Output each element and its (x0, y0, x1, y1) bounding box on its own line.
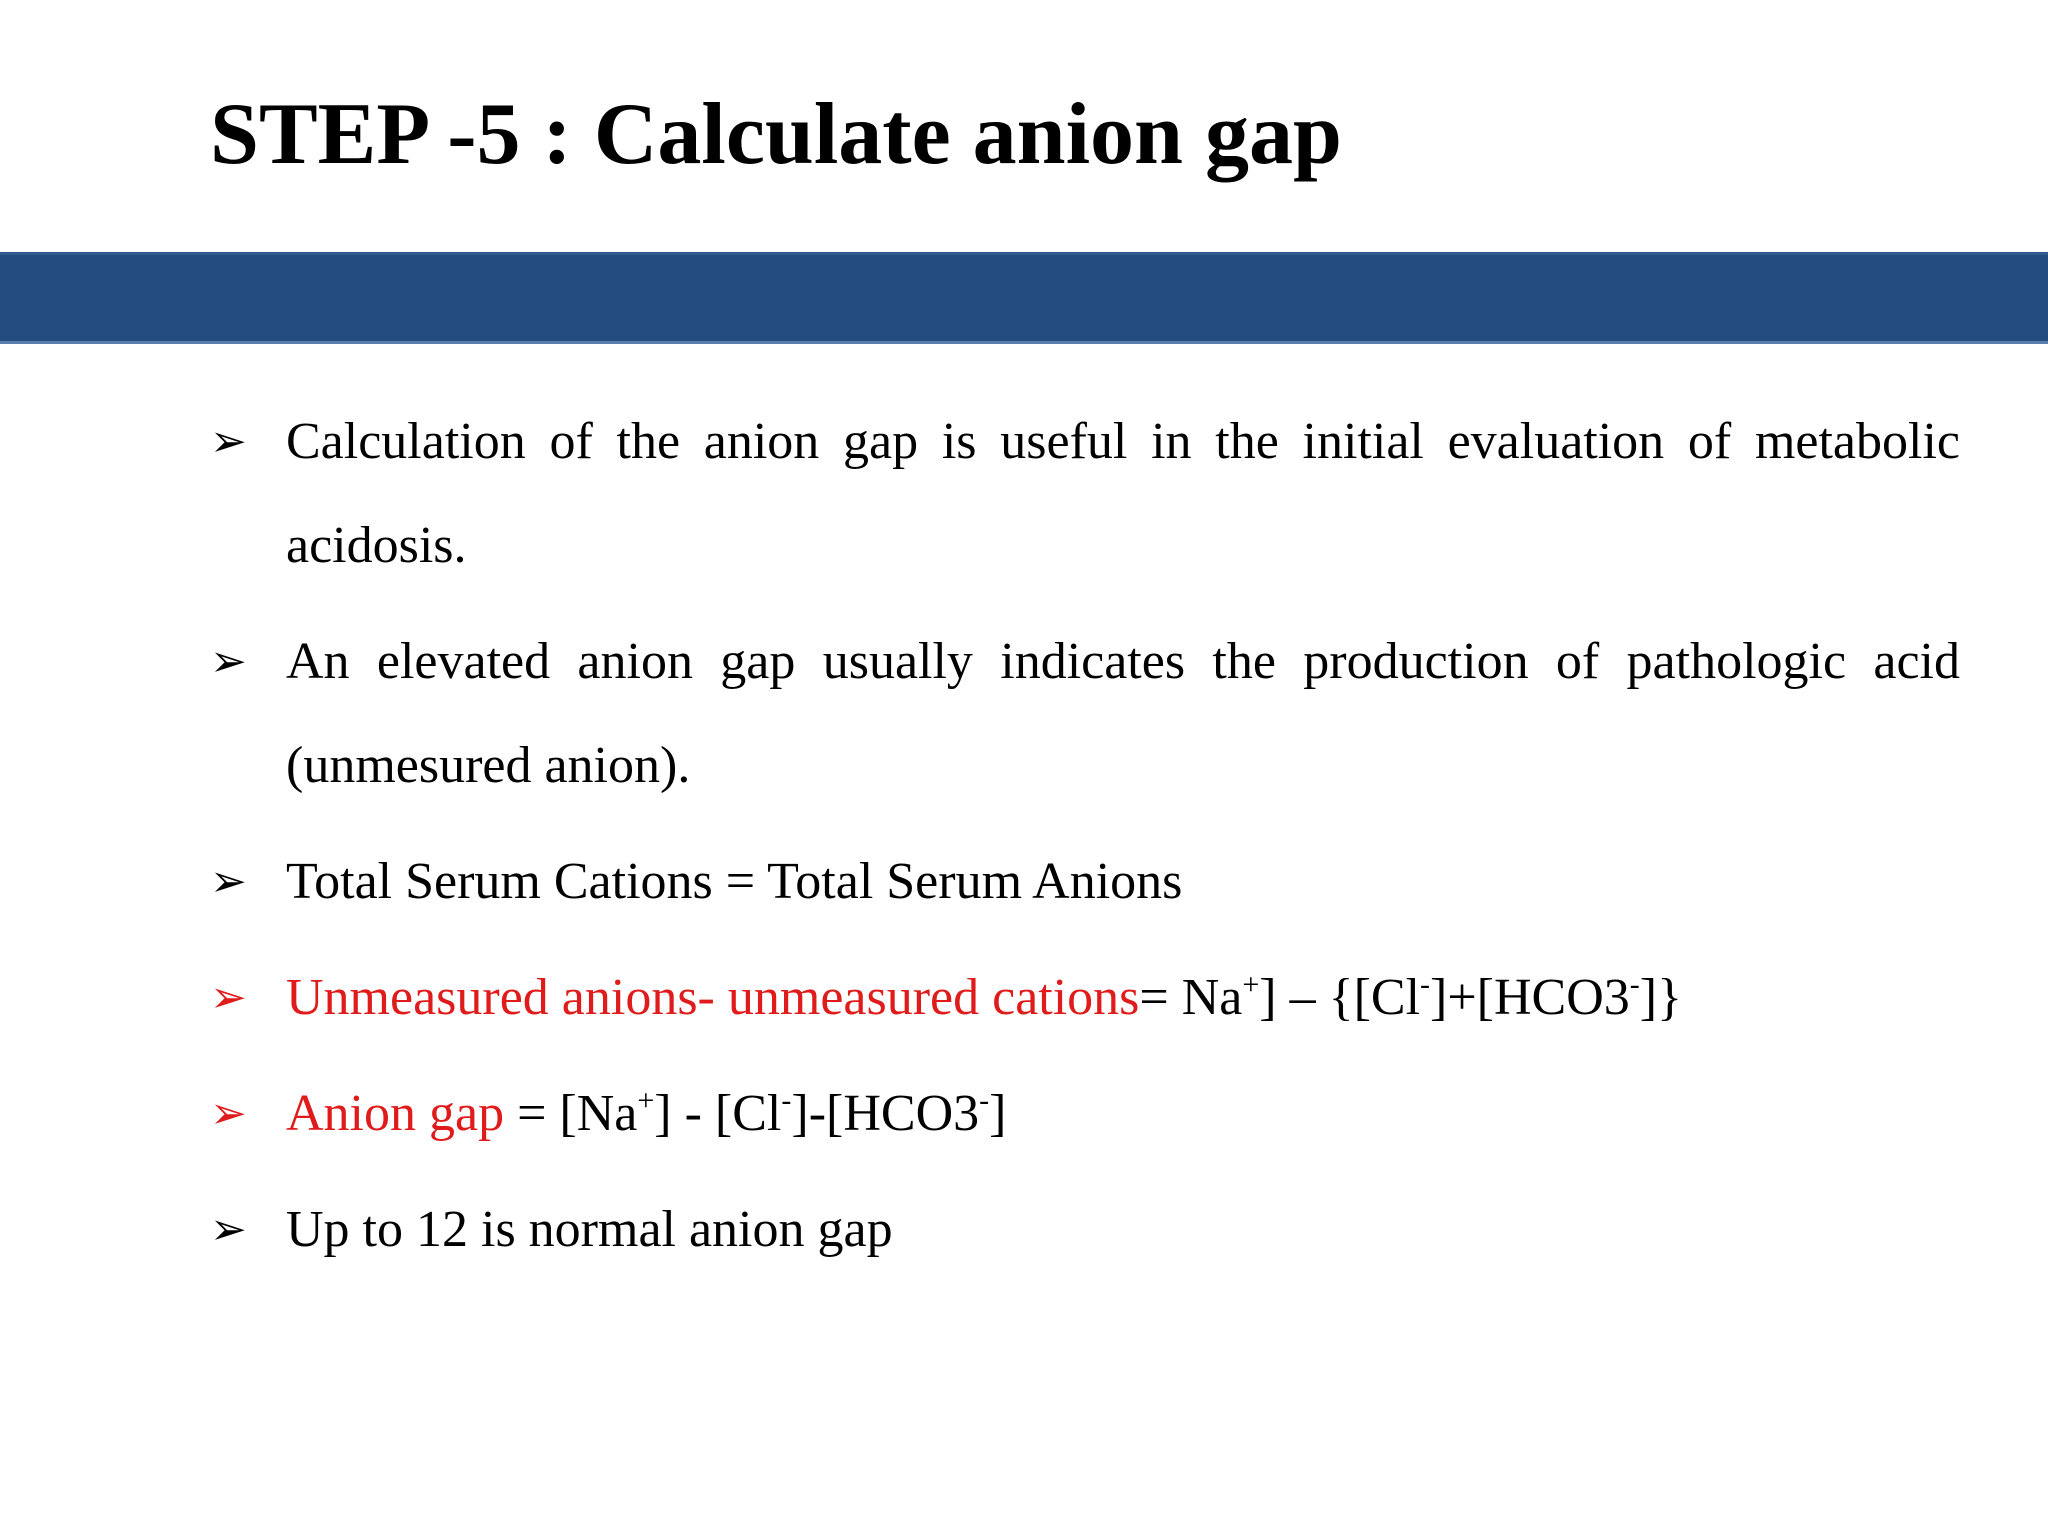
formula-part: ]+[HCO3 (1430, 969, 1630, 1026)
arrowhead-bullet-icon: ➢ (210, 856, 247, 907)
formula-part: ] – {[Cl (1259, 969, 1421, 1026)
bullet-item (210, 390, 1960, 598)
formula-superscript: + (1242, 968, 1260, 1001)
bullet-text: An elevated anion gap usually indicates the production of pathologic acid (unmesured anion). (286, 633, 1960, 794)
arrowhead-bullet-icon: ➢ (210, 636, 247, 687)
arrowhead-bullet-icon: ➢ (210, 1088, 247, 1139)
formula-line (286, 1085, 1006, 1142)
bullet-text: Calculation of the anion gap is useful in the initial evaluation of metabolic acidosis. (286, 413, 1960, 574)
formula-part: = Na (1139, 969, 1243, 1026)
formula-part: ]} (1639, 969, 1683, 1026)
formula-superscript: - (1420, 968, 1431, 1001)
formula-label: Anion gap (286, 1085, 505, 1142)
slide-title: STEP -5 : Calculate anion gap (210, 86, 1342, 183)
formula-superscript: - (781, 1084, 792, 1117)
bullet-item (210, 830, 1960, 934)
formula-part: = [Na (504, 1085, 638, 1142)
bullet-text: Up to 12 is normal anion gap (286, 1201, 893, 1258)
arrowhead-bullet-icon: ➢ (210, 416, 247, 467)
header-band (0, 252, 2048, 344)
formula-part: ]-[HCO3 (791, 1085, 980, 1142)
arrowhead-bullet-icon: ➢ (210, 972, 247, 1023)
bullet-item-highlighted (210, 946, 1960, 1050)
arrowhead-bullet-icon: ➢ (210, 1204, 247, 1255)
bullet-list (210, 390, 1960, 1294)
bullet-item (210, 610, 1960, 818)
bullet-text: Total Serum Cations = Total Serum Anions (286, 853, 1183, 910)
formula-superscript: - (979, 1084, 990, 1117)
formula-superscript: - (1629, 968, 1640, 1001)
formula-line (286, 969, 1682, 1026)
formula-superscript: + (637, 1084, 655, 1117)
formula-label: Unmeasured anions- unmeasured cations (286, 969, 1140, 1026)
bullet-item (210, 1178, 1960, 1282)
formula-part: ] (989, 1085, 1007, 1142)
formula-part: ] - [Cl (654, 1085, 782, 1142)
bullet-item-highlighted (210, 1062, 1960, 1166)
